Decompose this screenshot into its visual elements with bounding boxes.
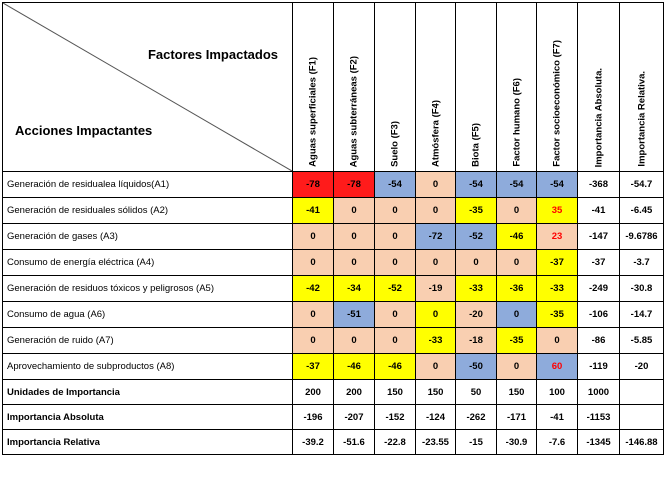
summary-cell: -124 — [416, 405, 456, 430]
impact-cell: 0 — [416, 172, 456, 198]
absolute-importance-cell: -368 — [578, 172, 620, 198]
relative-importance-cell: -9.6786 — [620, 224, 664, 250]
column-header-f1: Aguas superficiales (F1) — [293, 3, 334, 172]
impacting-actions-label: Acciones Impactantes — [15, 123, 153, 138]
impact-cell: -37 — [293, 354, 334, 380]
absolute-importance-cell: -119 — [578, 354, 620, 380]
impact-cell: 0 — [497, 354, 537, 380]
impact-cell: 0 — [416, 354, 456, 380]
relative-importance-cell: -54.7 — [620, 172, 664, 198]
table-row — [3, 250, 664, 276]
summary-cell: 200 — [293, 380, 334, 405]
impact-cell: 0 — [293, 328, 334, 354]
impact-cell: -35 — [497, 328, 537, 354]
relative-importance-cell: -5.85 — [620, 328, 664, 354]
impact-cell: -52 — [375, 276, 416, 302]
summary-label: Unidades de Importancia — [3, 380, 293, 405]
impact-cell: 0 — [497, 198, 537, 224]
impact-cell: 0 — [416, 302, 456, 328]
table-row — [3, 302, 664, 328]
summary-cell — [620, 380, 664, 405]
table-row — [3, 224, 664, 250]
column-header-f2: Aguas subterráneas (F2) — [334, 3, 375, 172]
absolute-importance-cell: -249 — [578, 276, 620, 302]
absolute-importance-cell: -147 — [578, 224, 620, 250]
column-header-f4: Atmósfera (F4) — [416, 3, 456, 172]
impact-cell: -37 — [537, 250, 578, 276]
impact-cell: 0 — [375, 328, 416, 354]
impact-cell: -46 — [334, 354, 375, 380]
relative-importance-cell: -20 — [620, 354, 664, 380]
table-row — [3, 172, 664, 198]
impact-cell: -18 — [456, 328, 497, 354]
impact-cell: 0 — [334, 250, 375, 276]
impact-cell: 60 — [537, 354, 578, 380]
impact-cell: -54 — [497, 172, 537, 198]
summary-cell: -1345 — [578, 430, 620, 455]
impact-cell: 0 — [497, 250, 537, 276]
impact-cell: 0 — [334, 198, 375, 224]
impact-cell: -46 — [497, 224, 537, 250]
summary-cell: -7.6 — [537, 430, 578, 455]
summary-cell: -196 — [293, 405, 334, 430]
impact-cell: 0 — [537, 328, 578, 354]
impact-cell: -35 — [456, 198, 497, 224]
impact-cell: 0 — [293, 302, 334, 328]
impact-cell: -41 — [293, 198, 334, 224]
impact-cell: -72 — [416, 224, 456, 250]
impact-cell: -33 — [456, 276, 497, 302]
summary-cell: -152 — [375, 405, 416, 430]
summary-cell: -171 — [497, 405, 537, 430]
row-label: Aprovechamiento de subproductos (A8) — [3, 354, 293, 380]
relative-importance-cell: -6.45 — [620, 198, 664, 224]
impact-cell: 0 — [375, 224, 416, 250]
column-header-f5: Biota (F5) — [456, 3, 497, 172]
column-header-f7: Factor socioeconómico (F7) — [537, 3, 578, 172]
impact-cell: 0 — [375, 250, 416, 276]
summary-cell: -23.55 — [416, 430, 456, 455]
summary-cell: -262 — [456, 405, 497, 430]
row-label: Generación de ruido (A7) — [3, 328, 293, 354]
impact-cell: -46 — [375, 354, 416, 380]
impact-cell: -50 — [456, 354, 497, 380]
summary-label: Importancia Relativa — [3, 430, 293, 455]
summary-cell: -22.8 — [375, 430, 416, 455]
summary-row — [3, 380, 664, 405]
impact-cell: 0 — [334, 328, 375, 354]
table-row — [3, 328, 664, 354]
impact-cell: -51 — [334, 302, 375, 328]
absolute-importance-cell: -86 — [578, 328, 620, 354]
summary-cell: -207 — [334, 405, 375, 430]
matrix-corner-header — [3, 3, 293, 172]
row-label: Generación de residualea líquidos(A1) — [3, 172, 293, 198]
summary-cell: -39.2 — [293, 430, 334, 455]
absolute-importance-cell: -41 — [578, 198, 620, 224]
summary-cell: -51.6 — [334, 430, 375, 455]
absolute-importance-cell: -37 — [578, 250, 620, 276]
row-label: Generación de gases (A3) — [3, 224, 293, 250]
row-label: Generación de residuales sólidos (A2) — [3, 198, 293, 224]
impact-cell: -54 — [375, 172, 416, 198]
impact-cell: -52 — [456, 224, 497, 250]
impact-cell: -36 — [497, 276, 537, 302]
summary-cell: 200 — [334, 380, 375, 405]
summary-cell: 100 — [537, 380, 578, 405]
summary-cell: 50 — [456, 380, 497, 405]
impact-cell: -33 — [416, 328, 456, 354]
impact-cell: 0 — [334, 224, 375, 250]
impact-cell: -54 — [537, 172, 578, 198]
impact-cell: 0 — [416, 198, 456, 224]
column-header-absolute: Importancia Absoluta. — [578, 3, 620, 172]
summary-label: Importancia Absoluta — [3, 405, 293, 430]
table-row — [3, 354, 664, 380]
diagonal-divider — [3, 3, 292, 171]
impact-cell: -78 — [334, 172, 375, 198]
factors-impacted-label: Factores Impactados — [147, 47, 278, 62]
summary-cell: -1153 — [578, 405, 620, 430]
row-label: Generación de residuos tóxicos y peligrosos (A5) — [3, 276, 293, 302]
impact-cell: -20 — [456, 302, 497, 328]
impact-cell: -33 — [537, 276, 578, 302]
row-label: Consumo de energía eléctrica (A4) — [3, 250, 293, 276]
impact-cell: -78 — [293, 172, 334, 198]
summary-cell: -30.9 — [497, 430, 537, 455]
relative-importance-cell: -14.7 — [620, 302, 664, 328]
impact-matrix — [2, 2, 664, 455]
impact-cell: 0 — [456, 250, 497, 276]
table-row — [3, 276, 664, 302]
impact-cell: 0 — [375, 302, 416, 328]
impact-cell: 0 — [497, 302, 537, 328]
impact-cell: -34 — [334, 276, 375, 302]
summary-row — [3, 430, 664, 455]
impact-cell: -42 — [293, 276, 334, 302]
column-header-f6: Factor humano (F6) — [497, 3, 537, 172]
summary-cell — [620, 405, 664, 430]
impact-matrix-table — [2, 2, 664, 455]
impact-cell: -54 — [456, 172, 497, 198]
summary-cell: -41 — [537, 405, 578, 430]
impact-cell: -35 — [537, 302, 578, 328]
summary-cell: 150 — [416, 380, 456, 405]
impact-cell: 23 — [537, 224, 578, 250]
summary-cell: 1000 — [578, 380, 620, 405]
impact-cell: 0 — [416, 250, 456, 276]
absolute-importance-cell: -106 — [578, 302, 620, 328]
impact-cell: 0 — [375, 198, 416, 224]
summary-cell: 150 — [375, 380, 416, 405]
table-row — [3, 198, 664, 224]
row-label: Consumo de agua (A6) — [3, 302, 293, 328]
impact-cell: 35 — [537, 198, 578, 224]
summary-cell: 150 — [497, 380, 537, 405]
column-header-relative: Importancia Relativa. — [620, 3, 664, 172]
relative-importance-cell: -30.8 — [620, 276, 664, 302]
summary-row — [3, 405, 664, 430]
summary-cell: -15 — [456, 430, 497, 455]
impact-cell: 0 — [293, 250, 334, 276]
column-header-f3: Suelo (F3) — [375, 3, 416, 172]
relative-importance-cell: -3.7 — [620, 250, 664, 276]
summary-cell: -146.88 — [620, 430, 664, 455]
impact-cell: -19 — [416, 276, 456, 302]
impact-cell: 0 — [293, 224, 334, 250]
